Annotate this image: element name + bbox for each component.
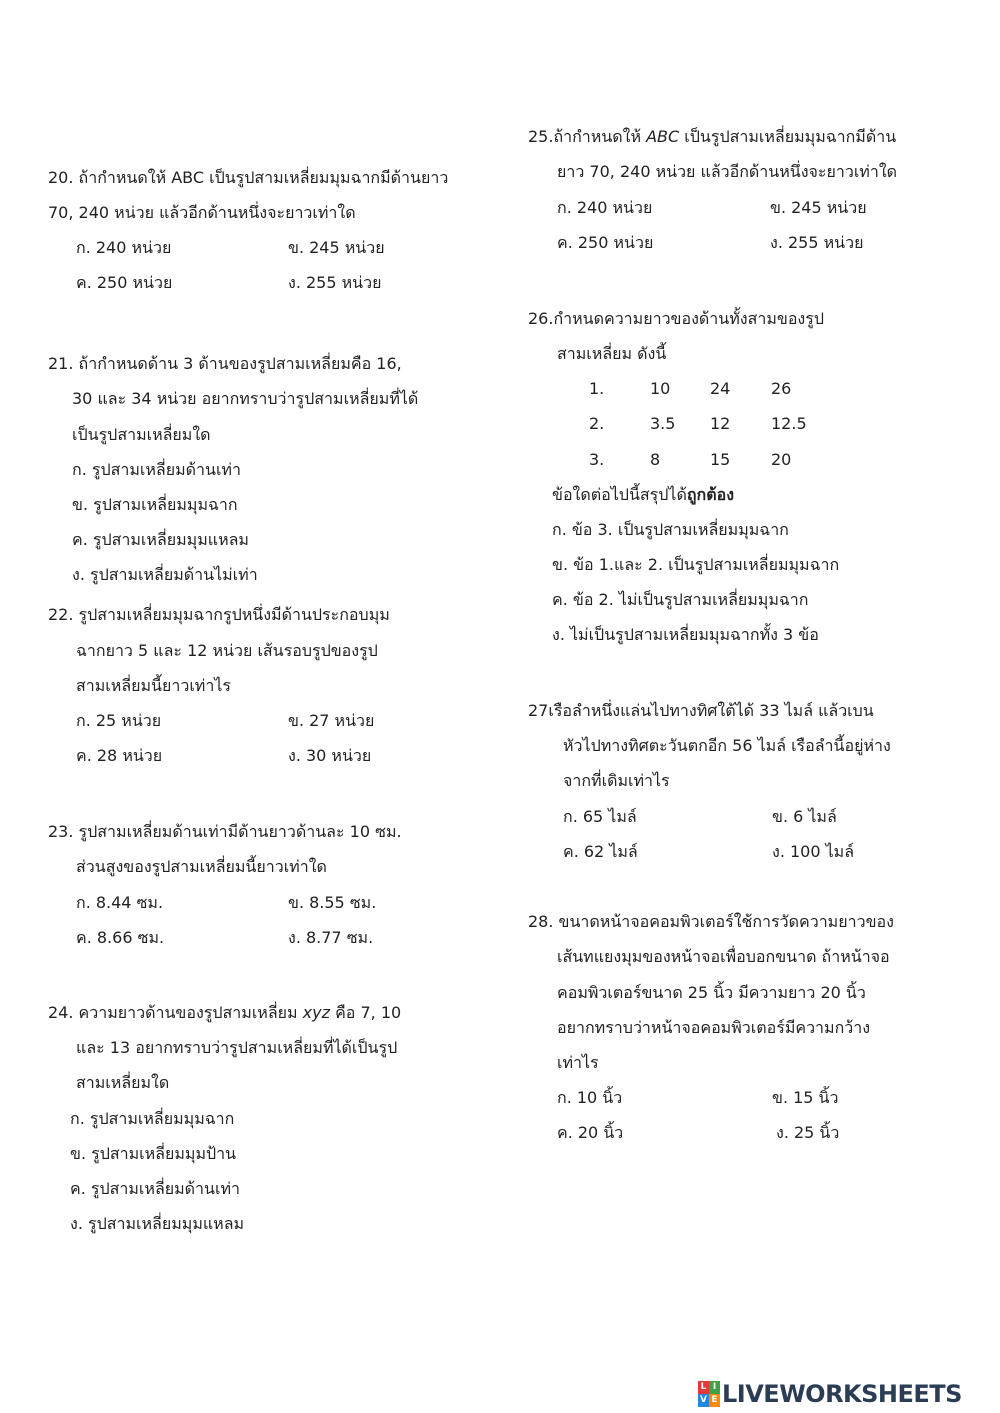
question-28-text: เท่าไร bbox=[557, 1053, 599, 1072]
option-d[interactable]: ง. รูปสามเหลี่ยมมุมแหลม bbox=[70, 1214, 245, 1233]
question-27-text: จากที่เดิมเท่าไร bbox=[563, 771, 670, 790]
option-c[interactable]: ค. 20 นิ้ว bbox=[557, 1123, 624, 1142]
brand-text: LIVEWORKSHEETS bbox=[722, 1380, 962, 1408]
prompt-emphasis: ถูกต้อง bbox=[686, 485, 735, 504]
option-a[interactable]: ก. 65 ไมล์ bbox=[563, 807, 637, 826]
option-a[interactable]: ก. ข้อ 3. เป็นรูปสามเหลี่ยมมุมฉาก bbox=[552, 520, 789, 539]
question-28-text: อยากทราบว่าหน้าจอคอมพิวเตอร์มีความกว้าง bbox=[557, 1018, 871, 1037]
question-25-text-start: 25.ถ้ากำหนดให้ bbox=[528, 127, 647, 146]
option-b[interactable]: ข. 15 นิ้ว bbox=[772, 1088, 839, 1107]
question-26-prompt bbox=[552, 484, 734, 506]
question-21-text: เป็นรูปสามเหลี่ยมใด bbox=[72, 425, 211, 444]
row-number: 2. bbox=[589, 414, 605, 433]
option-d[interactable]: ง. ไม่เป็นรูปสามเหลี่ยมมุมฉากทั้ง 3 ข้อ bbox=[552, 625, 819, 644]
row-number: 3. bbox=[589, 450, 605, 469]
option-a[interactable]: ก. 8.44 ซม. bbox=[76, 893, 164, 912]
side-length: 20 bbox=[771, 450, 792, 469]
option-b[interactable]: ข. 245 หน่วย bbox=[288, 238, 385, 257]
side-length: 3.5 bbox=[650, 414, 676, 433]
option-b[interactable]: ข. 6 ไมล์ bbox=[772, 807, 837, 826]
question-22-text: สามเหลี่ยมนี้ยาวเท่าไร bbox=[76, 676, 231, 695]
question-25-text: ยาว 70, 240 หน่วย แล้วอีกด้านหนึ่งจะยาวเท่าใด bbox=[557, 162, 898, 181]
side-length: 12.5 bbox=[771, 414, 807, 433]
badge-letter: L bbox=[698, 1381, 709, 1394]
option-a[interactable]: ก. 10 นิ้ว bbox=[557, 1088, 623, 1107]
option-b[interactable]: ข. ข้อ 1.และ 2. เป็นรูปสามเหลี่ยมมุมฉาก bbox=[552, 555, 840, 574]
option-c[interactable]: ค. 8.66 ซม. bbox=[76, 928, 165, 947]
side-length: 10 bbox=[650, 379, 671, 398]
question-22-text: 22. รูปสามเหลี่ยมมุมฉากรูปหนึ่งมีด้านประกอบมุม bbox=[48, 605, 390, 624]
badge-letter: E bbox=[709, 1394, 720, 1407]
question-23-text: 23. รูปสามเหลี่ยมด้านเท่ามีด้านยาวด้านละ 10 ซม. bbox=[48, 822, 402, 841]
side-length: 26 bbox=[771, 379, 792, 398]
option-c[interactable]: ค. ข้อ 2. ไม่เป็นรูปสามเหลี่ยมมุมฉาก bbox=[552, 590, 809, 609]
question-26-text: 26.กำหนดความยาวของด้านทั้งสามของรูป bbox=[528, 309, 824, 328]
option-b[interactable]: ข. รูปสามเหลี่ยมมุมฉาก bbox=[72, 495, 238, 514]
question-28-text: เส้นทแยงมุมของหน้าจอเพื่อบอกขนาด ถ้าหน้าจอ bbox=[557, 947, 890, 966]
option-c[interactable]: ค. 28 หน่วย bbox=[76, 746, 163, 765]
option-c[interactable]: ค. รูปสามเหลี่ยมมุมแหลม bbox=[72, 530, 249, 549]
badge-letter: V bbox=[698, 1394, 709, 1407]
question-24-text bbox=[48, 1002, 401, 1024]
question-27-text: 27เรือลำหนึ่งแล่นไปทางทิศใต้ได้ 33 ไมล์ แล้วเบน bbox=[528, 701, 874, 720]
option-c[interactable]: ค. 250 หน่วย bbox=[557, 233, 654, 252]
question-24-text: และ 13 อยากทราบว่ารูปสามเหลี่ยมที่ได้เป็นรูป bbox=[76, 1038, 398, 1057]
option-d[interactable]: ง. 25 นิ้ว bbox=[776, 1123, 840, 1142]
live-badge-icon bbox=[698, 1381, 720, 1407]
option-c[interactable]: ค. รูปสามเหลี่ยมด้านเท่า bbox=[70, 1179, 240, 1198]
question-22-text: ฉากยาว 5 และ 12 หน่วย เส้นรอบรูปของรูป bbox=[76, 641, 378, 660]
question-21-text: 30 และ 34 หน่วย อยากทราบว่ารูปสามเหลี่ยมที่ได้ bbox=[72, 389, 419, 408]
option-d[interactable]: ง. รูปสามเหลี่ยมด้านไม่เท่า bbox=[72, 565, 258, 584]
question-28-text: 28. ขนาดหน้าจอคอมพิวเตอร์ใช้การวัดความยาวของ bbox=[528, 912, 894, 931]
question-21-text: 21. ถ้ากำหนดด้าน 3 ด้านของรูปสามเหลี่ยมคือ 16, bbox=[48, 354, 402, 373]
question-26-text: สามเหลี่ยม ดังนี้ bbox=[557, 344, 667, 363]
option-b[interactable]: ข. 8.55 ซม. bbox=[288, 893, 377, 912]
option-c[interactable]: ค. 250 หน่วย bbox=[76, 273, 173, 292]
triangle-name: xyz bbox=[302, 1003, 330, 1022]
row-number: 1. bbox=[589, 379, 605, 398]
question-24-text: สามเหลี่ยมใด bbox=[76, 1073, 170, 1092]
option-a[interactable]: ก. รูปสามเหลี่ยมมุมฉาก bbox=[70, 1109, 235, 1128]
question-28-text: คอมพิวเตอร์ขนาด 25 นิ้ว มีความยาว 20 นิ้ว bbox=[557, 983, 866, 1002]
badge-letter: I bbox=[709, 1381, 720, 1394]
option-d[interactable]: ง. 255 หน่วย bbox=[770, 233, 864, 252]
option-a[interactable]: ก. 240 หน่วย bbox=[76, 238, 172, 257]
option-d[interactable]: ง. 30 หน่วย bbox=[288, 746, 372, 765]
liveworksheets-logo bbox=[698, 1378, 962, 1410]
side-length: 24 bbox=[710, 379, 731, 398]
option-a[interactable]: ก. 25 หน่วย bbox=[76, 711, 162, 730]
question-23-text: ส่วนสูงของรูปสามเหลี่ยมนี้ยาวเท่าใด bbox=[76, 857, 327, 876]
side-length: 8 bbox=[650, 450, 661, 469]
question-20-text: 70, 240 หน่วย แล้วอีกด้านหนึ่งจะยาวเท่าใด bbox=[48, 203, 356, 222]
side-length: 15 bbox=[710, 450, 731, 469]
option-c[interactable]: ค. 62 ไมล์ bbox=[563, 842, 638, 861]
option-b[interactable]: ข. 245 หน่วย bbox=[770, 198, 867, 217]
option-b[interactable]: ข. รูปสามเหลี่ยมมุมป้าน bbox=[70, 1144, 237, 1163]
option-a[interactable]: ก. 240 หน่วย bbox=[557, 198, 653, 217]
question-27-text: หัวไปทางทิศตะวันตกอีก 56 ไมล์ เรือลำนี้อยู่ห่าง bbox=[563, 736, 891, 755]
question-24-text-start: 24. ความยาวด้านของรูปสามเหลี่ยม bbox=[48, 1003, 303, 1022]
question-25-text bbox=[528, 126, 896, 148]
option-a[interactable]: ก. รูปสามเหลี่ยมด้านเท่า bbox=[72, 460, 241, 479]
question-20-text: 20. ถ้ากำหนดให้ ABC เป็นรูปสามเหลี่ยมมุมฉากมีด้านยาว bbox=[48, 168, 449, 187]
option-d[interactable]: ง. 100 ไมล์ bbox=[772, 842, 855, 861]
option-d[interactable]: ง. 255 หน่วย bbox=[288, 273, 382, 292]
question-24-text-end: คือ 7, 10 bbox=[329, 1003, 402, 1022]
option-b[interactable]: ข. 27 หน่วย bbox=[288, 711, 375, 730]
question-25-text-end: เป็นรูปสามเหลี่ยมมุมฉากมีด้าน bbox=[679, 127, 897, 146]
side-length: 12 bbox=[710, 414, 731, 433]
option-d[interactable]: ง. 8.77 ซม. bbox=[288, 928, 374, 947]
prompt-text: ข้อใดต่อไปนี้สรุปได้ bbox=[552, 485, 687, 504]
triangle-name: ABC bbox=[646, 127, 680, 146]
